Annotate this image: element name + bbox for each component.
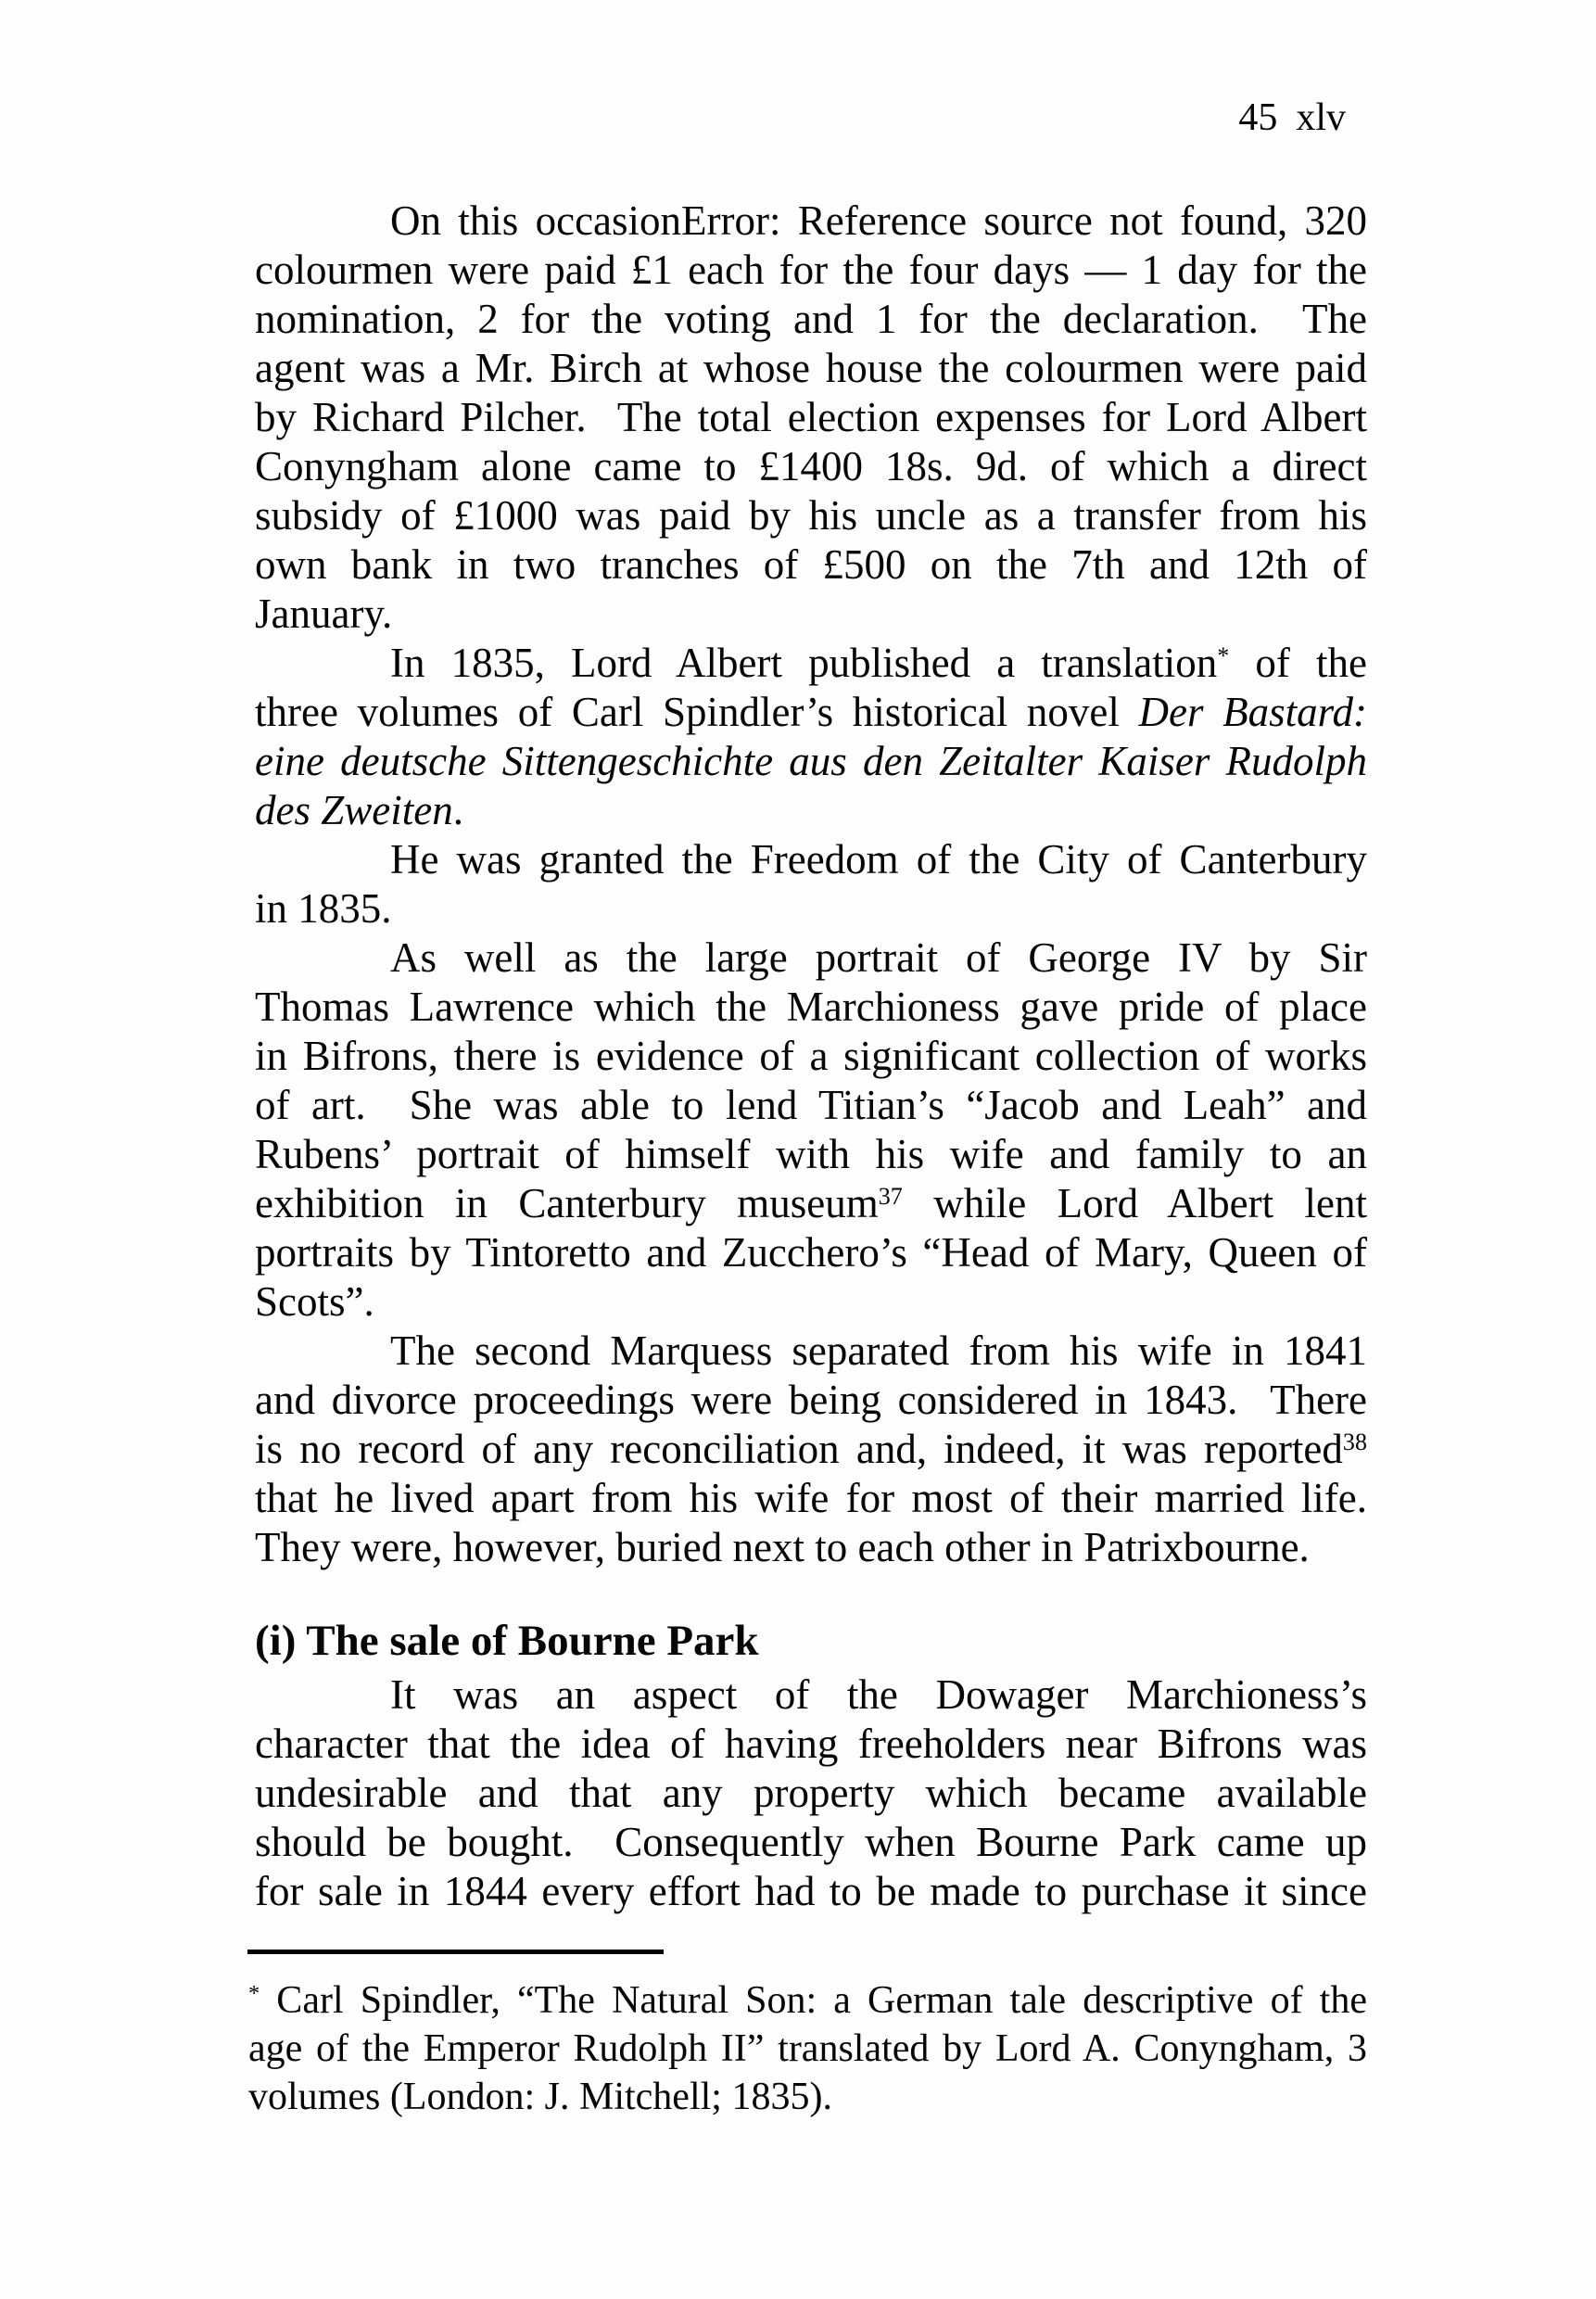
text-line [248,2025,1367,2073]
text-run: is no record of any reconciliation and, indeed, it was reported [255,1426,1343,1472]
text-line [255,540,1367,590]
italic-text-run: eine deutsche Sittengeschichte aus den Zeitalter Kaiser Rudolph [255,738,1367,784]
text-line [255,1474,1367,1523]
text-line [255,491,1367,540]
text-run: Conyngham alone came to £1400 18s. 9d. of which a direct [255,443,1367,489]
text-run: and divorce proceedings were being considered in 1843. There [255,1377,1367,1423]
text-run: In 1835, Lord Albert published a translation [390,640,1218,686]
text-run: Carl Spindler, “The Natural Son: a German tale descriptive of the [260,1979,1367,2022]
text-line [255,835,1367,884]
paragraph [255,934,1367,1327]
text-line [255,639,1367,688]
text-line [255,1081,1367,1130]
text-line [255,1130,1367,1179]
text-line [255,1523,1367,1572]
text-run: agent was a Mr. Birch at whose house the colourmen were paid [255,345,1367,391]
text-line [255,884,1367,934]
text-line [248,1976,1367,2025]
text-line [248,2073,1367,2121]
text-line [255,295,1367,344]
text-run: by Richard Pilcher. The total election expenses for Lord Albert [255,394,1367,440]
text-run: that he lived apart from his wife for most of their married life. [255,1475,1367,1521]
footnote-separator-rule [247,1950,664,1954]
running-header [255,96,1346,139]
text-line [255,1277,1367,1327]
text-run: . [452,787,463,833]
text-run: while Lord Albert lent [902,1180,1367,1226]
text-run: It was an aspect of the Dowager Marchioness’s [390,1671,1367,1718]
superscript-marker: * [1217,641,1230,669]
body-text [255,197,1367,1572]
text-run: volumes (London: J. Mitchell; 1835). [248,2076,832,2118]
text-run: nomination, 2 for the voting and 1 for the declaration. The [255,296,1367,342]
italic-text-run: des Zweiten [255,787,453,833]
text-run: own bank in two tranches of £500 on the 7th and 12th of [255,541,1367,588]
text-run: subsidy of £1000 was paid by his uncle as a transfer from his [255,492,1367,539]
paragraph [255,197,1367,639]
text-line [255,1179,1367,1228]
text-run: They were, however, buried next to each other in Patrixbourne. [255,1524,1310,1570]
text-run: age of the Emperor Rudolph II” translated by Lord A. Conyngham, 3 [248,2027,1367,2070]
paragraph [255,639,1367,835]
text-line [255,1670,1367,1720]
text-line [255,590,1367,639]
text-line [255,1425,1367,1474]
text-run: Scots”. [255,1278,374,1325]
text-line [255,737,1367,786]
text-line [255,1720,1367,1769]
text-run: for sale in 1844 every effort had to be made to purchase it since [255,1868,1367,1914]
page-number: 45 [1238,96,1278,139]
text-run: exhibition in Canterbury museum [255,1180,879,1226]
text-line [255,1867,1367,1916]
text-run: On this occasionError: Reference source not found, 320 [390,197,1367,244]
paragraph [255,835,1367,934]
text-line [255,983,1367,1032]
text-line [255,393,1367,442]
text-run: character that the idea of having freeholders near Bifrons was [255,1721,1367,1767]
text-run: in 1835. [255,885,392,932]
text-line [255,934,1367,983]
text-run: portraits by Tintoretto and Zucchero’s “Head of Mary, Queen of [255,1229,1367,1276]
text-run: should be bought. Consequently when Bourne Park came up [255,1819,1367,1865]
text-line [255,246,1367,295]
paragraph [255,1670,1367,1916]
superscript-marker: 37 [878,1182,903,1210]
text-line [255,442,1367,491]
paragraph [255,1327,1367,1572]
text-line [255,688,1367,737]
paragraph [248,1976,1367,2121]
superscript-marker: 38 [1342,1428,1367,1455]
text-line [255,197,1367,246]
text-run: colourmen were paid £1 each for the four days — 1 day for the [255,247,1367,293]
text-line [255,1818,1367,1867]
text-run: As well as the large portrait of George IV by Sir [390,934,1367,981]
footnote [248,1976,1367,2121]
section-heading: (i) The sale of Bourne Park [255,1617,759,1665]
section-body-text [255,1670,1367,1916]
text-run: undesirable and that any property which became available [255,1770,1367,1816]
text-line [255,1228,1367,1277]
text-run: of the [1229,640,1367,686]
text-run: Thomas Lawrence which the Marchioness gave pride of place [255,984,1367,1030]
text-run: He was granted the Freedom of the City of Canterbury [390,836,1367,883]
text-run: The second Marquess separated from his wife in 1841 [390,1327,1367,1374]
text-line [255,344,1367,393]
text-run: three volumes of Carl Spindler’s historical novel [255,689,1139,735]
text-line [255,786,1367,835]
text-line [255,1032,1367,1081]
text-run: in Bifrons, there is evidence of a significant collection of works [255,1033,1367,1079]
text-run: January. [255,591,393,637]
italic-text-run: Der Bastard: [1138,689,1367,735]
text-line [255,1769,1367,1818]
text-line [255,1327,1367,1376]
text-run: of art. She was able to lend Titian’s “Jacob and Leah” and [255,1082,1367,1128]
text-line [255,1376,1367,1425]
folio-number: xlv [1296,96,1346,139]
text-run: Rubens’ portrait of himself with his wife and family to an [255,1131,1367,1177]
superscript-marker: * [248,1980,260,2006]
